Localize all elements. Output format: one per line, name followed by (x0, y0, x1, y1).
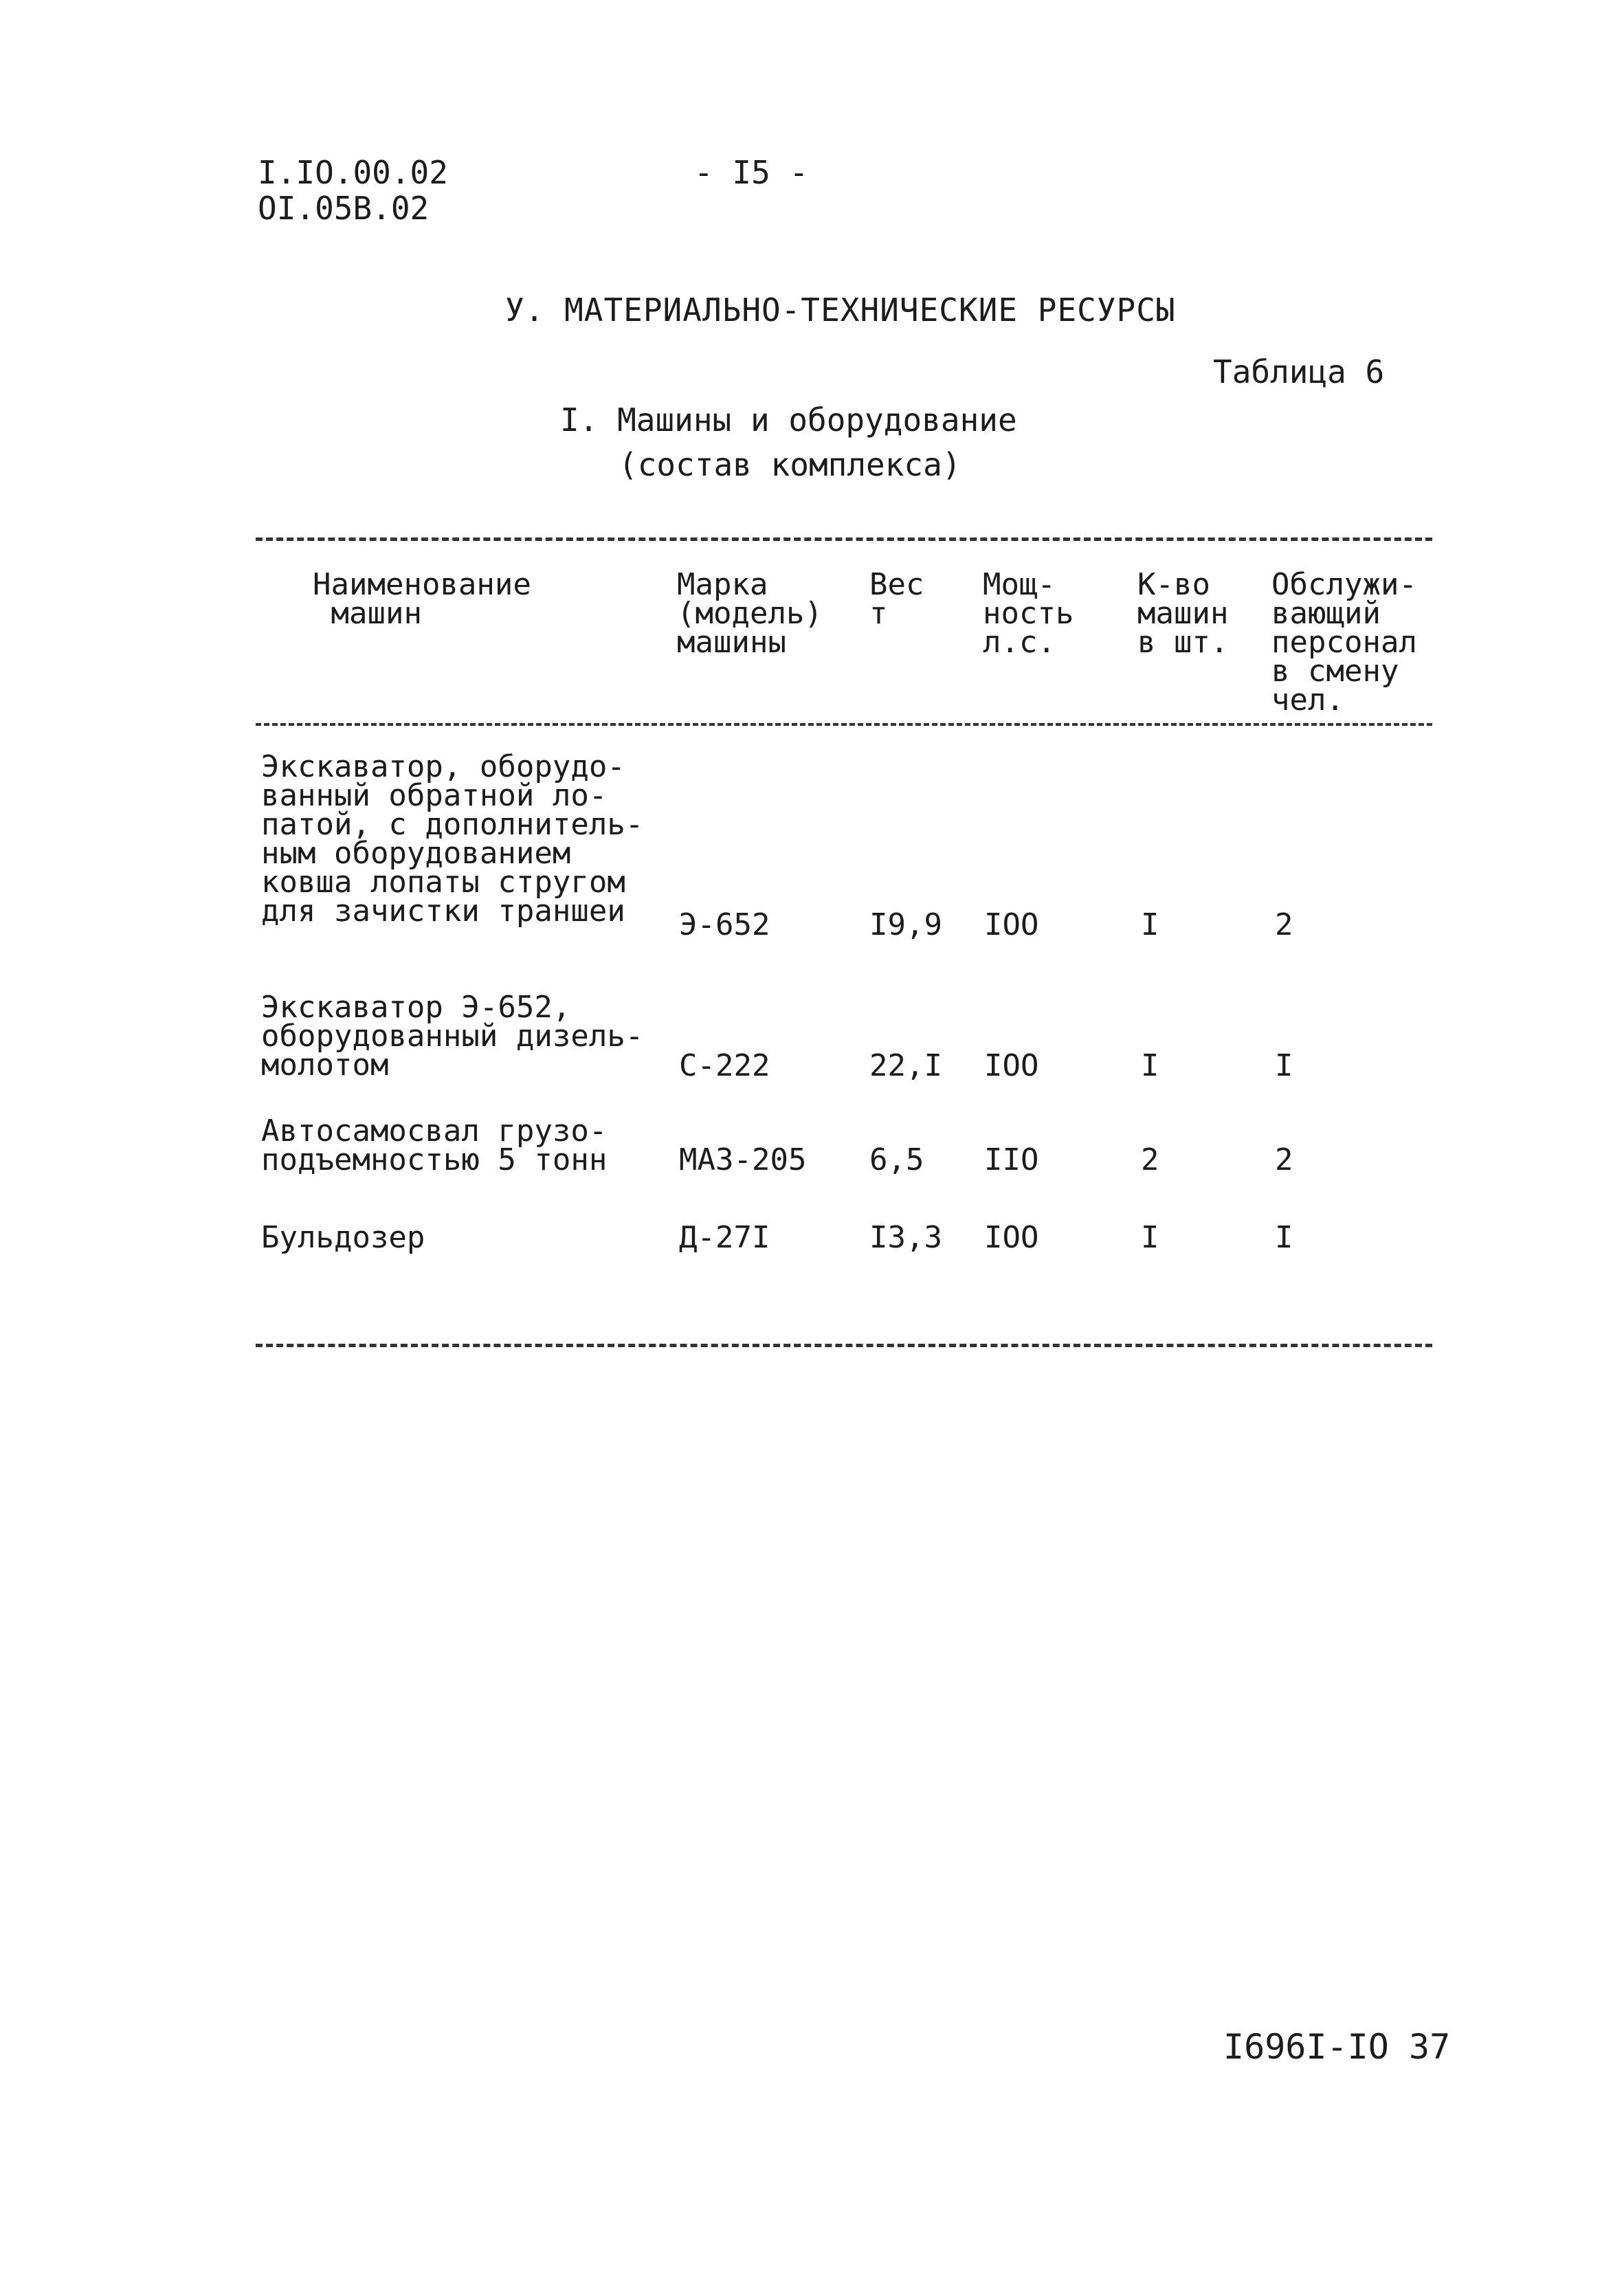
section-title: У. МАТЕРИАЛЬНО-ТЕХНИЧЕСКИЕ РЕСУРСЫ (505, 291, 1176, 329)
cell-count: I (1141, 907, 1159, 942)
cell-model: Э-652 (679, 907, 770, 942)
document-code-line2: OI.05B.02 (258, 190, 430, 227)
header-power: Мощ- ность л.с. (983, 567, 1074, 660)
cell-weight: 22,I (869, 1048, 942, 1083)
cell-power: IOO (984, 907, 1039, 942)
header-model: Марка (модель) машины (677, 567, 823, 660)
header-name: Наименование машин (313, 567, 531, 631)
cell-power: IOO (984, 1048, 1039, 1083)
cell-count: I (1141, 1220, 1159, 1255)
cell-staff: I (1275, 1048, 1293, 1083)
footer-page-number: 37 (1409, 2027, 1451, 2067)
cell-name: Автосамосвал грузо- подъемностью 5 тонн (261, 1113, 608, 1177)
cell-weight: I9,9 (869, 907, 942, 942)
table-header-rule (256, 723, 1432, 726)
header-count: К-во машин в шт. (1137, 567, 1229, 660)
cell-count: I (1141, 1048, 1159, 1083)
cell-model: С-222 (679, 1048, 770, 1083)
table-top-rule (256, 537, 1432, 541)
table-bottom-rule (256, 1344, 1432, 1347)
cell-model: Д-27I (679, 1220, 770, 1255)
cell-staff: 2 (1275, 907, 1293, 942)
table-subtitle: I. Машины и оборудование (560, 401, 1017, 439)
document-code-line1: I.IO.00.02 (258, 154, 448, 191)
header-staff: Обслужи- вающий персонал в смену чел. (1271, 567, 1417, 718)
cell-model: МАЗ-205 (679, 1142, 807, 1177)
cell-power: IIO (984, 1142, 1039, 1177)
table-subtitle-note: (состав комплекса) (619, 446, 961, 483)
document-code (258, 155, 448, 226)
cell-weight: 6,5 (869, 1142, 924, 1177)
cell-staff: 2 (1275, 1142, 1293, 1177)
cell-name: Бульдозер (261, 1220, 425, 1255)
table-label: Таблица 6 (1213, 353, 1385, 390)
footer-code: I696I-IO (1223, 2027, 1389, 2067)
cell-weight: I3,3 (869, 1220, 942, 1255)
cell-name: Экскаватор, оборудо- ванный обратной ло- патой, с дополнитель- ным оборудованием ковша лопаты стругом для зачистки траншеи (261, 749, 644, 929)
header-weight: Вес т (869, 567, 924, 631)
page-number: - I5 - (694, 154, 809, 191)
cell-power: IOO (984, 1220, 1039, 1255)
cell-name: Экскаватор Э-652, оборудованный дизель- молотом (261, 990, 644, 1083)
cell-count: 2 (1141, 1142, 1159, 1177)
cell-staff: I (1275, 1220, 1293, 1255)
